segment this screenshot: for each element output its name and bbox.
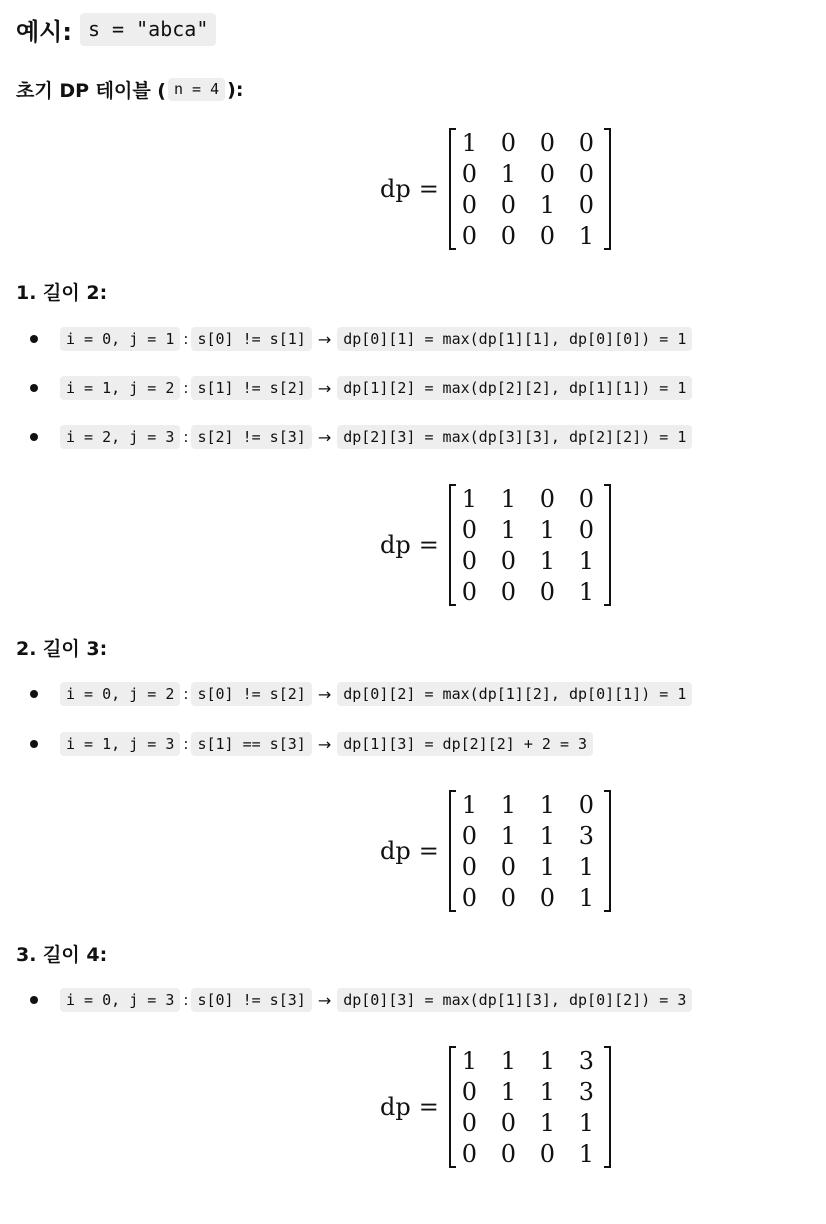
initial-heading-prefix: 초기 DP 테이블 ( (16, 80, 166, 102)
matrix-cell: 0 (539, 159, 555, 188)
dp-matrix-step-3 (380, 1044, 611, 1170)
matrix-cell: 0 (461, 577, 477, 606)
matrix-cell: 0 (461, 852, 477, 881)
step-1-item-3 (30, 422, 692, 452)
index-code: i = 0, j = 2 (60, 682, 180, 707)
matrix-cell: 0 (500, 852, 516, 881)
matrix-right-bracket (604, 790, 611, 912)
index-code: i = 0, j = 1 (60, 327, 180, 352)
matrix-grid (450, 127, 606, 251)
condition-code: s[0] != s[2] (191, 682, 311, 707)
matrix-right-bracket (604, 1046, 611, 1168)
matrix-cell: 1 (539, 790, 555, 819)
step-2-item-1 (30, 679, 692, 709)
dp-symbol: dp (380, 837, 411, 865)
step-1-item-2 (30, 373, 692, 403)
matrix-cell: 0 (500, 546, 516, 575)
arrow: → (317, 734, 332, 754)
matrix-cell: 0 (461, 190, 477, 219)
matrix-cell: 1 (539, 852, 555, 881)
result-code: dp[0][1] = max(dp[1][1], dp[0][0]) = 1 (337, 327, 692, 352)
matrix-cell: 0 (539, 128, 555, 157)
bullet-dot (30, 996, 38, 1004)
matrix-cell: 0 (500, 190, 516, 219)
index-code: i = 1, j = 2 (60, 376, 180, 401)
arrow: → (317, 329, 332, 349)
matrix-cell: 0 (461, 1108, 477, 1137)
matrix-cell: 0 (539, 484, 555, 513)
matrix-cell: 0 (539, 1139, 555, 1168)
result-code: dp[2][3] = max(dp[3][3], dp[2][2]) = 1 (337, 425, 692, 450)
matrix-cell: 0 (461, 546, 477, 575)
matrix-cell: 1 (500, 821, 516, 850)
matrix-cell: 0 (578, 790, 594, 819)
condition-code: s[0] != s[3] (191, 988, 311, 1013)
matrix-cell: 0 (461, 821, 477, 850)
matrix-cell: 1 (539, 1108, 555, 1137)
matrix-cell: 0 (578, 159, 594, 188)
colon: : (183, 379, 189, 397)
colon: : (183, 428, 189, 446)
example-heading (16, 12, 216, 47)
bullet-dot (30, 335, 38, 343)
dp-matrix-initial (380, 126, 611, 252)
matrix-cell: 1 (578, 1139, 594, 1168)
condition-code: s[2] != s[3] (191, 425, 311, 450)
matrix-cell: 3 (578, 821, 594, 850)
dp-matrix-step-2 (380, 788, 611, 914)
bullet-dot (30, 740, 38, 748)
matrix-cell: 1 (461, 484, 477, 513)
step-2-heading: 2. 길이 3: (16, 638, 108, 660)
matrix-cell: 0 (578, 190, 594, 219)
index-code: i = 2, j = 3 (60, 425, 180, 450)
matrix-cell: 0 (578, 128, 594, 157)
matrix-cell: 0 (461, 515, 477, 544)
bullet-dot (30, 384, 38, 392)
matrix-cell: 0 (500, 883, 516, 912)
colon: : (183, 735, 189, 753)
matrix-cell: 0 (500, 128, 516, 157)
matrix-grid (450, 789, 606, 913)
matrix-cell: 1 (461, 128, 477, 157)
matrix-cell: 0 (461, 1139, 477, 1168)
colon: : (183, 330, 189, 348)
example-label: 예시: (16, 18, 72, 46)
arrow: → (317, 990, 332, 1010)
colon: : (183, 685, 189, 703)
matrix-cell: 0 (578, 484, 594, 513)
matrix-cell: 0 (500, 221, 516, 250)
condition-code: s[0] != s[1] (191, 327, 311, 352)
matrix-cell: 0 (461, 159, 477, 188)
matrix-grid (450, 483, 606, 607)
matrix-cell: 0 (500, 1139, 516, 1168)
example-string-code: s = "abca" (80, 13, 216, 46)
matrix-cell: 0 (539, 221, 555, 250)
matrix-cell: 1 (539, 821, 555, 850)
matrix-cell: 1 (578, 546, 594, 575)
dp-symbol: dp (380, 1093, 411, 1121)
step-2-item-2 (30, 729, 593, 759)
matrix-cell: 0 (461, 883, 477, 912)
index-code: i = 0, j = 3 (60, 988, 180, 1013)
matrix-cell: 0 (461, 1077, 477, 1106)
matrix-cell: 1 (578, 852, 594, 881)
n-value-code: n = 4 (168, 78, 225, 101)
arrow: → (317, 684, 332, 704)
matrix-cell: 1 (500, 484, 516, 513)
condition-code: s[1] != s[2] (191, 376, 311, 401)
matrix-cell: 1 (578, 883, 594, 912)
initial-heading-suffix: ): (227, 78, 244, 101)
matrix-cell: 1 (578, 1108, 594, 1137)
matrix-cell: 1 (578, 577, 594, 606)
result-code: dp[1][2] = max(dp[2][2], dp[1][1]) = 1 (337, 376, 692, 401)
matrix-cell: 1 (500, 159, 516, 188)
matrix-cell: 1 (500, 1077, 516, 1106)
equals-sign: = (418, 837, 439, 865)
result-code: dp[1][3] = dp[2][2] + 2 = 3 (337, 732, 593, 757)
condition-code: s[1] == s[3] (191, 732, 311, 757)
matrix-cell: 0 (500, 577, 516, 606)
dp-symbol: dp (380, 531, 411, 559)
matrix-cell: 1 (539, 1046, 555, 1075)
matrix-cell: 0 (461, 221, 477, 250)
dp-matrix-step-1 (380, 482, 611, 608)
step-1-heading: 1. 길이 2: (16, 282, 108, 304)
arrow: → (317, 378, 332, 398)
matrix-cell: 0 (500, 1108, 516, 1137)
equals-sign: = (418, 175, 439, 203)
matrix-right-bracket (604, 484, 611, 606)
matrix-cell: 1 (539, 190, 555, 219)
matrix-cell: 0 (539, 883, 555, 912)
matrix-cell: 1 (539, 1077, 555, 1106)
step-1-item-1 (30, 324, 692, 354)
step-3-item-1 (30, 985, 692, 1015)
matrix-grid (450, 1045, 606, 1169)
matrix-cell: 1 (578, 221, 594, 250)
dp-symbol: dp (380, 175, 411, 203)
matrix-right-bracket (604, 128, 611, 250)
initial-table-heading (16, 76, 243, 103)
matrix-cell: 3 (578, 1046, 594, 1075)
matrix-cell: 1 (500, 790, 516, 819)
equals-sign: = (418, 1093, 439, 1121)
result-code: dp[0][3] = max(dp[1][3], dp[0][2]) = 3 (337, 988, 692, 1013)
step-3-heading: 3. 길이 4: (16, 944, 108, 966)
index-code: i = 1, j = 3 (60, 732, 180, 757)
matrix-cell: 1 (500, 1046, 516, 1075)
matrix-cell: 0 (539, 577, 555, 606)
matrix-cell: 1 (539, 515, 555, 544)
matrix-cell: 3 (578, 1077, 594, 1106)
matrix-cell: 1 (461, 790, 477, 819)
matrix-cell: 1 (500, 515, 516, 544)
bullet-dot (30, 690, 38, 698)
equals-sign: = (418, 531, 439, 559)
arrow: → (317, 427, 332, 447)
colon: : (183, 991, 189, 1009)
matrix-cell: 1 (539, 546, 555, 575)
matrix-cell: 0 (578, 515, 594, 544)
bullet-dot (30, 433, 38, 441)
result-code: dp[0][2] = max(dp[1][2], dp[0][1]) = 1 (337, 682, 692, 707)
matrix-cell: 1 (461, 1046, 477, 1075)
